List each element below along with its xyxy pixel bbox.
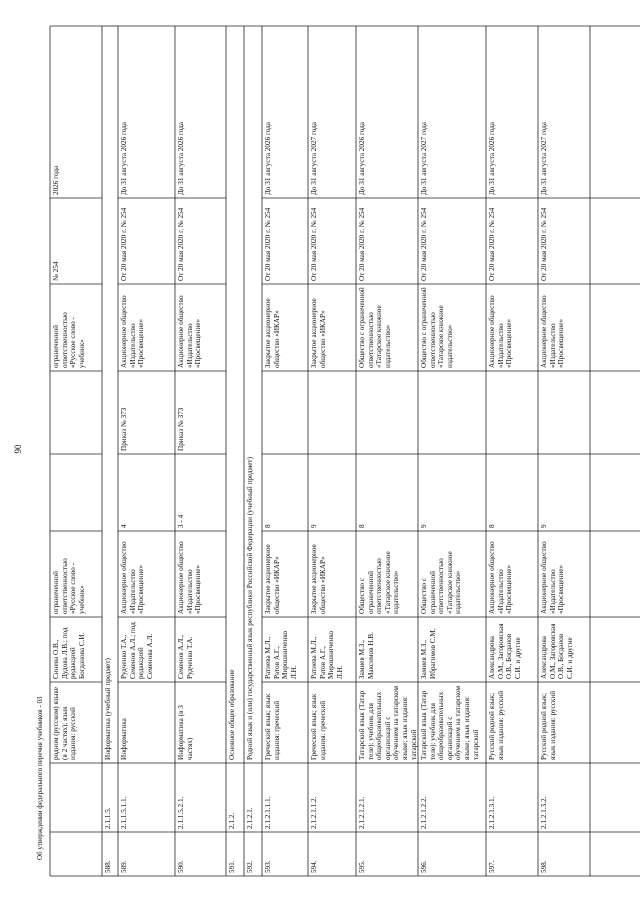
cell-order <box>262 371 308 454</box>
cell-code: 2.1.2.1.3.2. <box>540 796 548 829</box>
cell-code <box>50 763 102 832</box>
cell-order: Приказ № 373 <box>177 407 185 451</box>
cell-until: До 31 августа 2026 года <box>358 122 366 195</box>
cell-until: До 31 августа 2027 года <box>310 122 318 195</box>
cell-num: 597. <box>488 860 496 873</box>
cell-code: 2.1.2.1.1.1. <box>264 796 272 829</box>
cell-successor: ограниченной ответственностью «Русское слово - учебник» <box>52 312 86 368</box>
cell-until: До 31 августа 2026 года <box>177 122 185 195</box>
cell-authors: Семенов А.Л., Рудченко Т.А. <box>177 635 194 679</box>
footer-note: Об утверждении федерального перечня учебников - 03 <box>36 696 44 860</box>
cell-title: Русский родной язык; язык издания: русский <box>488 690 505 760</box>
cell-publisher: Акционерное общество «Издательство «Просвещение» <box>120 541 146 614</box>
cell-order <box>50 371 102 454</box>
cell-num: 596. <box>420 860 428 873</box>
cell-decision: № 254 <box>52 261 60 281</box>
cell-publisher: Акционерное общество «Издательство «Просвещение» <box>177 541 203 614</box>
cell-decision: От 20 мая 2020 г. № 254 <box>310 207 318 281</box>
cell-successor: Акционерное общество «Издательство «Просвещение» <box>177 295 203 368</box>
cell-order <box>356 371 418 454</box>
cell-grade: 8 <box>488 524 496 528</box>
cell-grade: 3 - 4 <box>177 514 185 528</box>
cell-title: Русский родной язык; язык издания: русский <box>540 690 557 760</box>
cell-num: 594. <box>310 860 318 873</box>
cell-title: Татарский язык (Татар теле): учебник для общеобразовательных организаций с обучением на татарском языке; язык издания: татарский <box>420 685 480 760</box>
cell-until: До 31 августа 2026 года <box>120 122 128 195</box>
cell-grade: 9 <box>420 524 428 528</box>
cell-grade: 9 <box>310 524 318 528</box>
cell-successor: Общество с ограниченной ответственностью «Татарское книжное издательство» <box>420 287 454 368</box>
cell-order <box>308 371 356 454</box>
rotated-table <box>50 26 640 876</box>
cell-decision: От 20 мая 2020 г. № 254 <box>120 207 128 281</box>
cell-code: 2.1.2. <box>228 812 236 829</box>
cell-grade: 4 <box>120 524 128 528</box>
cell-num: 593. <box>264 860 272 873</box>
cell-authors: Рудченко Т.А., Семенов А.Л.; под редакцией Семенова А.Л. <box>120 622 154 679</box>
cell-title: родном (русском) языке (в 2 частях); язык издания: русский <box>52 687 78 760</box>
cell-authors: Замиев М.З., Ибрагимов С.М. <box>420 628 437 679</box>
cell-decision: От 20 мая 2020 г. № 254 <box>264 207 272 281</box>
page-number: 90 <box>13 444 23 454</box>
cell-authors: Александрова О.М., Загоровская О.В., Богданов С.И. и другие <box>540 623 574 679</box>
cell-title: Основное общее образование <box>228 669 236 760</box>
cell-successor: Общество с ограниченной ответственностью «Татарское книжное издательство» <box>358 287 392 368</box>
cell-grade <box>50 454 102 531</box>
cell-code: 2.1.2.1.2.2. <box>420 796 428 829</box>
cell-grade: 8 <box>358 524 366 528</box>
cell-publisher: Акционерное общество «Издательство «Просвещение» <box>540 541 566 614</box>
cell-code: 2.1.1.5.2.1. <box>177 796 185 829</box>
cell-until: До 31 августа 2027 года <box>420 122 428 195</box>
cell-until: До 31 августа 2026 года <box>488 122 496 195</box>
cell-code: 2.1.1.5. <box>104 807 112 829</box>
cell-num: 588. <box>104 860 112 873</box>
cell-order <box>538 371 590 454</box>
cell-grade: 8 <box>264 524 272 528</box>
cell-successor: Акционерное общество «Издательство «Просвещение» <box>120 295 146 368</box>
cell-decision: От 20 мая 2020 г. № 254 <box>420 207 428 281</box>
cell-num <box>50 832 102 876</box>
cell-decision: От 20 мая 2020 г. № 254 <box>540 207 548 281</box>
cell-authors: Замиев М.З., Максимов Н.В. <box>358 632 375 679</box>
cell-authors: Александрова О.М., Загоровская О.В., Богданов С.И. и другие <box>488 623 522 679</box>
cell-publisher: Общество с ограниченной ответственностью «Татарское книжное издательство» <box>420 551 463 614</box>
cell-publisher: Общество с ограниченной ответственностью «Татарское книжное издательство» <box>358 551 401 614</box>
cell-successor: Закрытое акционерное общество «ИКАР» <box>264 298 281 368</box>
cell-order <box>486 371 538 454</box>
cell-num: 592. <box>246 860 254 873</box>
cell-authors: Синева О.В., Дудова Л.В.; под редакцией Богданова С.И. <box>52 627 86 679</box>
cell-order: Приказ № 373 <box>120 407 128 451</box>
cell-grade: 9 <box>540 524 548 528</box>
cell-successor: Закрытое акционерное общество «ИКАР» <box>310 298 327 368</box>
cell-successor: Акционерное общество «Издательство «Просвещение» <box>488 295 514 368</box>
cell-until: До 31 августа 2027 года <box>540 122 548 195</box>
cell-num: 595. <box>358 860 366 873</box>
cell-num: 589. <box>120 860 128 873</box>
cell-decision: От 20 мая 2020 г. № 254 <box>488 207 496 281</box>
cell-publisher: Акционерное общество «Издательство «Просвещение» <box>488 541 514 614</box>
cell-until: До 31 августа 2026 года <box>264 122 272 195</box>
cell-code: 2.1.2.1. <box>246 807 254 829</box>
cell-authors: Ратиева М.Л., Ратов А.Г., Мирошниченко Л.Н. <box>264 630 298 679</box>
cell-num: 590. <box>177 860 185 873</box>
cell-num: 591. <box>228 860 236 873</box>
cell-publisher: ограниченной ответственностью «Русское слово - учебник» <box>52 558 86 614</box>
cell-title: Информатика (учебный предмет) <box>104 658 112 760</box>
cell-title: Татарский язык (Татар теле): учебник для общеобразовательных организаций с обучением на татарском языке; язык издания: татарский <box>358 685 418 760</box>
cell-publisher: Закрытое акционерное общество «ИКАР» <box>310 544 327 614</box>
cell-title: Греческий язык; язык издания: греческий <box>264 693 281 760</box>
cell-title: Информатика <box>120 718 128 760</box>
cell-title: Информатика (в 3 частях) <box>177 705 194 760</box>
cell-title: Родной язык и (или) государственный язык республики Российской Федерации (учебный предмет) <box>246 457 254 760</box>
cell-code: 2.1.2.1.3.1. <box>488 796 496 829</box>
cell-successor: Акционерное общество «Издательство «Просвещение» <box>540 295 566 368</box>
cell-until: 2026 года <box>52 165 60 195</box>
cell-authors: Ратиева М.Л., Ратов А.Г., Мирошниченко Л.Н. <box>310 630 344 679</box>
cell-publisher: Закрытое акционерное общество «ИКАР» <box>264 544 281 614</box>
cell-decision: От 20 мая 2020 г. № 254 <box>358 207 366 281</box>
cell-num: 598. <box>540 860 548 873</box>
cell-order <box>418 371 486 454</box>
cell-code: 2.1.1.5.1.1. <box>120 796 128 829</box>
cell-code: 2.1.2.1.1.2. <box>310 796 318 829</box>
cell-decision: От 20 мая 2020 г. № 254 <box>177 207 185 281</box>
cell-code: 2.1.2.1.2.1. <box>358 796 366 829</box>
cell-title: Греческий язык; язык издания: греческий <box>310 693 327 760</box>
